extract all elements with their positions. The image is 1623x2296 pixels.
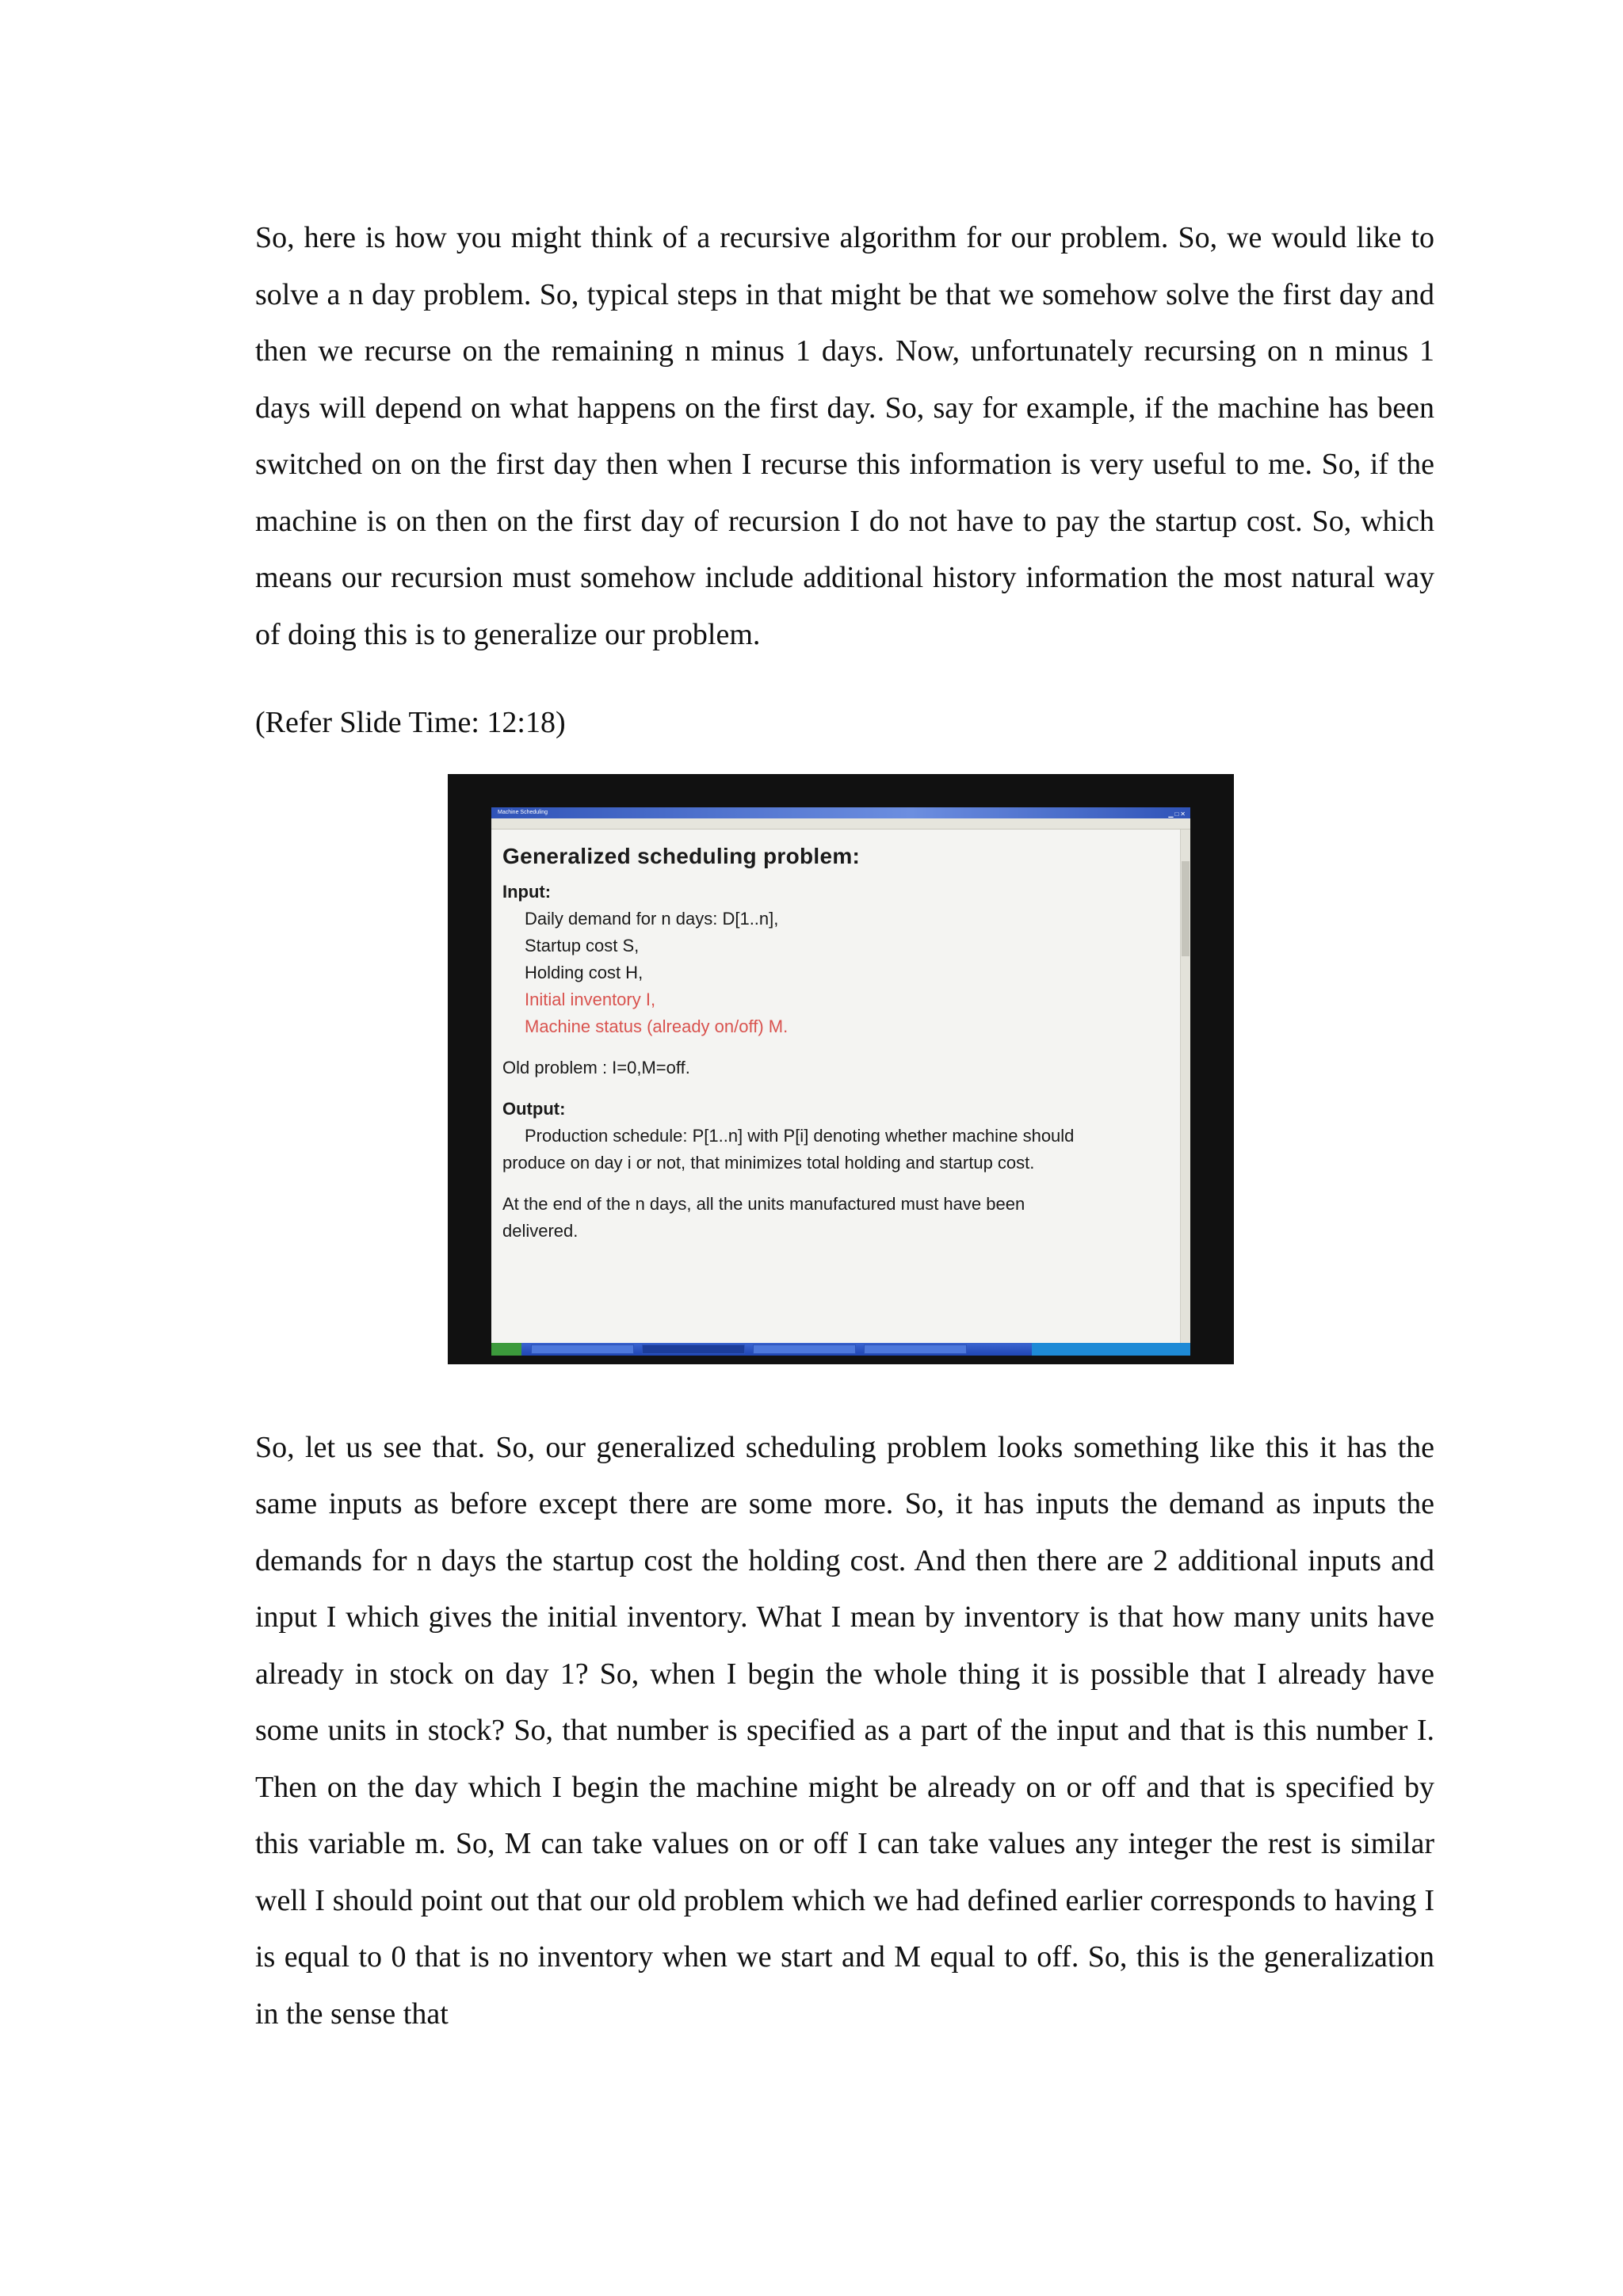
slide-content	[502, 844, 1174, 1245]
note-line: At the end of the n days, all the units manufactured must have been	[502, 1193, 1025, 1214]
input-item-new: Machine status (already on/off) M.	[525, 1016, 789, 1036]
window-menubar	[491, 818, 1190, 830]
system-tray	[1032, 1343, 1190, 1356]
input-heading: Input:	[502, 881, 552, 902]
window-title: Machine Scheduling	[498, 809, 548, 815]
taskbar-item	[864, 1344, 967, 1354]
slide-window	[491, 807, 1190, 1343]
taskbar-item	[642, 1344, 745, 1354]
slide-title: Generalized scheduling problem:	[502, 843, 861, 868]
input-item-new: Initial inventory I,	[525, 989, 656, 1009]
start-button	[491, 1343, 521, 1356]
window-scrollbar	[1180, 830, 1190, 1343]
output-heading: Output:	[502, 1098, 566, 1119]
paragraph-explanation: So, let us see that. So, our generalized scheduling problem looks something like this it has the same inputs as before except there are some more. So, it has inputs the demand as inputs the demands for n days the startup cost the holding cost. And then there are 2 additional inputs and input I which gives the initial inventory. What I mean by inventory is that how many units have already in stock on day 1? So, when I begin the whole thing it is possible that I already have some units in stock? So, that number is specified as a part of the input and that is this number I. Then on the day which I begin the machine might be already on or off and that is specified by this variable m. So, M can take values on or off I can take values any integer the rest is similar well I should point out that our old problem which we had defined earlier corresponds to having I is equal to 0 that is no inventory when we start and M equal to off. So, this is the generalization in the sense that	[255, 1430, 1434, 2031]
slide-screenshot	[448, 774, 1234, 1364]
scrollbar-thumb	[1182, 861, 1190, 956]
refer-slide-time: (Refer Slide Time: 12:18)	[255, 706, 566, 739]
paragraph-intro: So, here is how you might think of a recursive algorithm for our problem. So, we would like to solve a n day problem. So, typical steps in that might be that we somehow solve the first day and then we recurse on the remaining n minus 1 days. Now, unfortunately recursing on n minus 1 days will depend on what happens on the first day. So, say for example, if the machine has been switched on on the first day then when I recurse this information is very useful to me. So, if the machine is on then on the first day of recursion I do not have to pay the startup cost. So, which means our recursion must somehow include additional history information the most natural way of doing this is to generalize our problem.	[255, 221, 1434, 651]
note-line: delivered.	[502, 1220, 579, 1241]
input-item: Daily demand for n days: D[1..n],	[525, 908, 779, 929]
old-problem-line: Old problem : I=0,M=off.	[502, 1057, 690, 1077]
window-controls: ▁□✕	[1168, 810, 1187, 818]
window-titlebar	[491, 807, 1190, 818]
taskbar-item	[753, 1344, 856, 1354]
output-line: produce on day i or not, that minimizes total holding and startup cost.	[502, 1152, 1035, 1173]
taskbar-item	[531, 1344, 634, 1354]
input-item: Holding cost H,	[525, 962, 643, 982]
document-page	[255, 210, 1434, 2042]
os-taskbar	[491, 1343, 1190, 1356]
output-line: Production schedule: P[1..n] with P[i] denoting whether machine should	[525, 1125, 1075, 1146]
input-item: Startup cost S,	[525, 935, 640, 955]
